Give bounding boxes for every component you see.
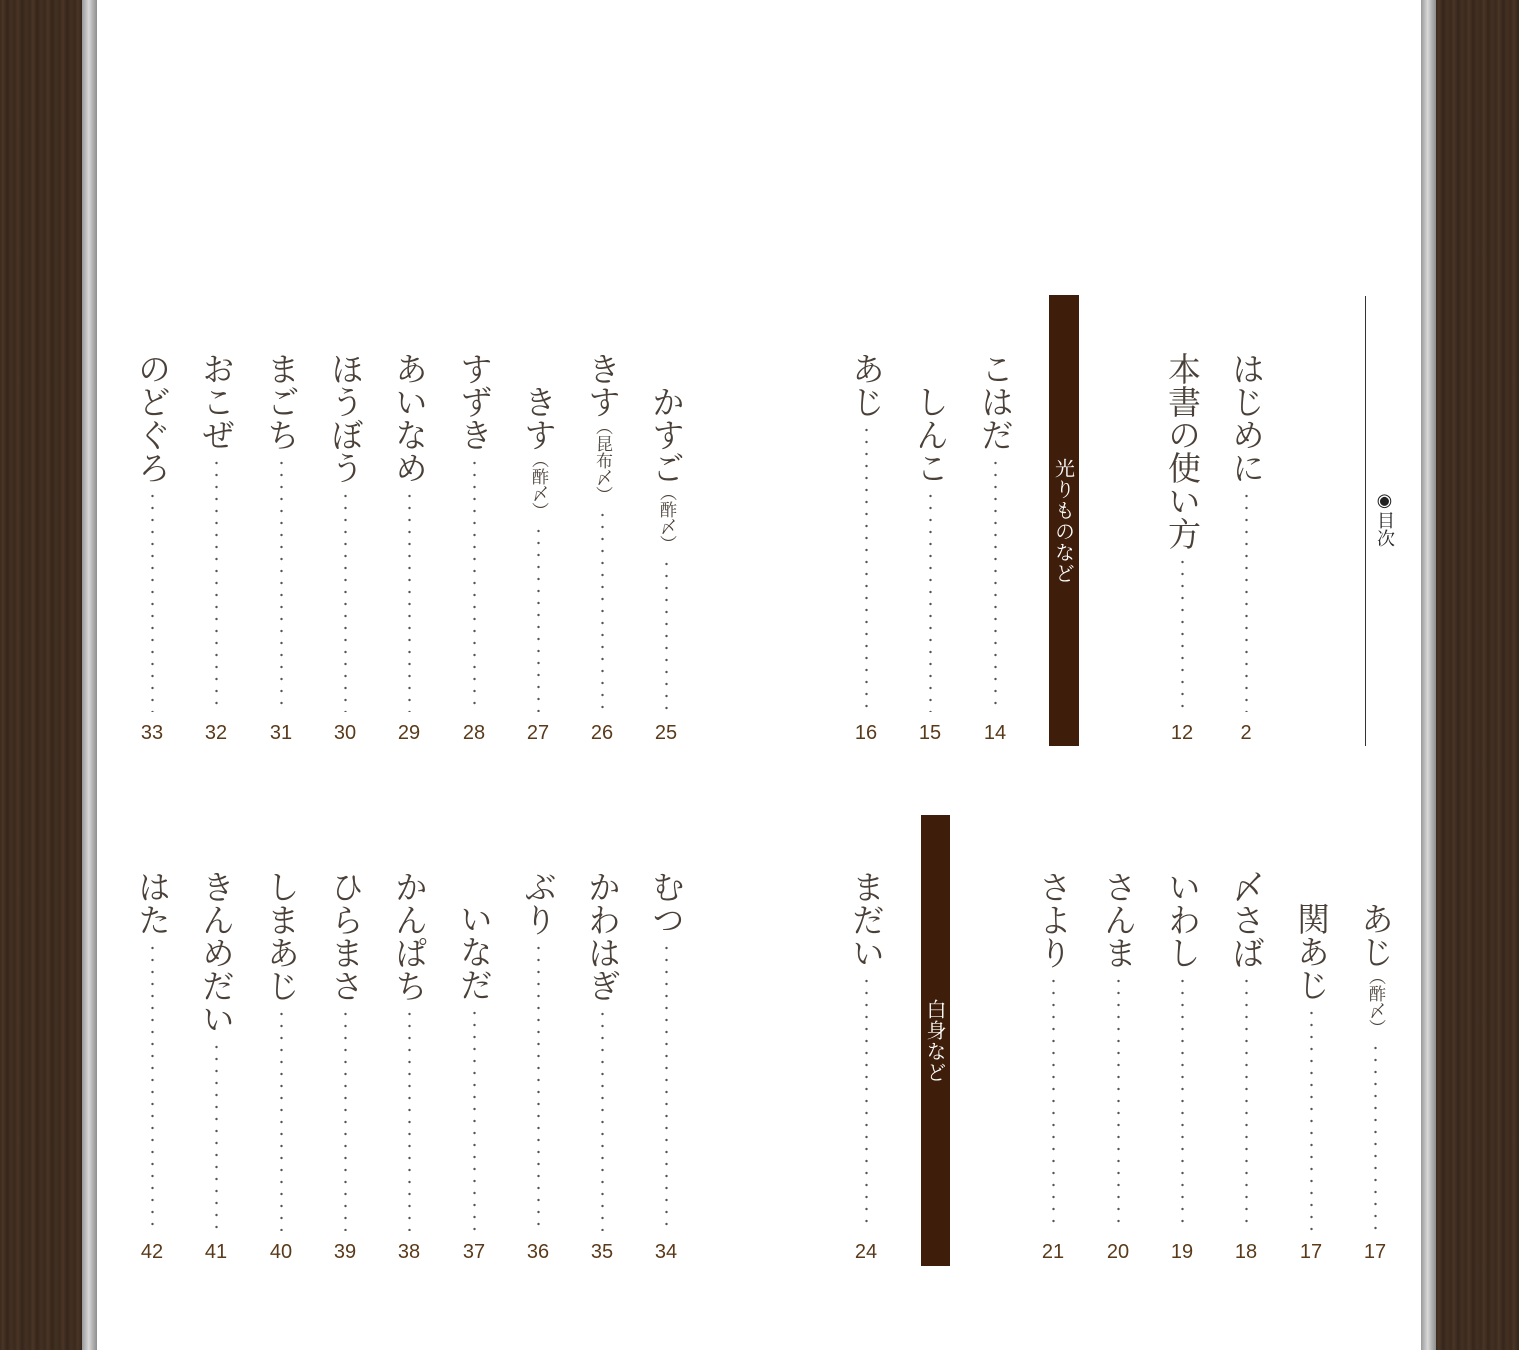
page-number: 42 <box>140 1241 164 1263</box>
page-number: 33 <box>140 722 164 744</box>
page-number: 32 <box>204 722 228 744</box>
entry-title: あじ <box>847 352 886 418</box>
section-label: 白身など <box>923 998 947 1083</box>
entry-title: しんこ <box>911 385 950 484</box>
page-number: 12 <box>1170 722 1194 744</box>
leader-dots <box>1245 975 1248 1231</box>
frame-edge-left <box>82 0 97 1350</box>
toc-heading: ◉目次 <box>1374 490 1395 547</box>
leader-dots <box>280 1008 283 1231</box>
entry-title: かすご（酢〆） <box>647 385 686 552</box>
wood-panel-left <box>0 0 82 1350</box>
entry-title: いわし <box>1163 870 1202 969</box>
leader-dots <box>1181 975 1184 1231</box>
leader-dots <box>344 1008 347 1231</box>
leader-dots <box>1117 975 1120 1231</box>
page-number: 2 <box>1240 722 1252 744</box>
page-number: 29 <box>397 722 421 744</box>
leader-dots <box>408 490 411 712</box>
leader-dots <box>473 1007 476 1231</box>
entry-title: きす（酢〆） <box>519 385 558 519</box>
page-number: 37 <box>462 1241 486 1263</box>
entry-title: かんぱち <box>390 870 429 1002</box>
page-number: 17 <box>1299 1241 1323 1263</box>
toc-page <box>97 0 1421 1350</box>
entry-title: かわはぎ <box>583 870 622 1002</box>
entry-title: ひらまさ <box>326 870 365 1002</box>
entry-title: きんめだい <box>197 870 236 1035</box>
frame-edge-right <box>1421 0 1436 1350</box>
page-number: 19 <box>1170 1241 1194 1263</box>
section-bar-shiromi <box>921 815 950 1266</box>
leader-dots <box>215 457 218 712</box>
page-number: 41 <box>204 1241 228 1263</box>
leader-dots <box>473 457 476 712</box>
page-number: 34 <box>654 1241 678 1263</box>
entry-title: あいなめ <box>390 352 429 484</box>
leader-dots <box>929 490 932 712</box>
leader-dots <box>215 1041 218 1231</box>
entry-title: きす（昆布〆） <box>583 352 622 503</box>
leader-dots <box>1310 1007 1313 1231</box>
page-number: 40 <box>269 1241 293 1263</box>
page-number: 21 <box>1041 1241 1065 1263</box>
leader-dots <box>865 424 868 712</box>
entry-title: 関あじ <box>1292 902 1331 1001</box>
section-label: 光りものなど <box>1051 457 1076 584</box>
entry-title: 本書の使い方 <box>1163 352 1202 550</box>
entry-title: 〆さば <box>1227 870 1266 969</box>
leader-dots <box>601 1008 604 1231</box>
page-number: 25 <box>654 722 678 744</box>
entry-title: しまあじ <box>262 870 301 1002</box>
leader-dots <box>601 509 604 712</box>
entry-title: おこぜ <box>197 352 236 451</box>
page-number: 36 <box>526 1241 550 1263</box>
leader-dots <box>1245 490 1248 712</box>
entry-title: はじめに <box>1227 352 1266 484</box>
leader-dots <box>151 490 154 712</box>
page-number: 15 <box>918 722 942 744</box>
entry-title: のどぐろ <box>133 352 172 484</box>
page-number: 31 <box>269 722 293 744</box>
page-number: 30 <box>333 722 357 744</box>
page-number: 24 <box>854 1241 878 1263</box>
entry-title: こはだ <box>976 352 1015 451</box>
entry-title: まだい <box>847 870 886 969</box>
page-number: 16 <box>854 722 878 744</box>
leader-dots <box>1374 1042 1377 1231</box>
leader-dots <box>1181 556 1184 712</box>
entry-title: さんま <box>1099 870 1138 969</box>
page-number: 35 <box>590 1241 614 1263</box>
leader-dots <box>1052 975 1055 1231</box>
page-number: 38 <box>397 1241 421 1263</box>
entry-title: はた <box>133 870 172 936</box>
page-number: 14 <box>983 722 1007 744</box>
wood-panel-right <box>1436 0 1519 1350</box>
section-bar-hikarimono <box>1049 295 1079 746</box>
page-number: 18 <box>1234 1241 1258 1263</box>
leader-dots <box>408 1008 411 1231</box>
leader-dots <box>665 558 668 712</box>
entry-title: あじ（酢〆） <box>1356 902 1395 1036</box>
page-number: 27 <box>526 722 550 744</box>
page-number: 20 <box>1106 1241 1130 1263</box>
entry-title: いなだ <box>455 902 494 1001</box>
entry-title: ほうぼう <box>326 352 365 484</box>
toc-rule <box>1365 296 1366 746</box>
entry-title: まごち <box>262 352 301 451</box>
leader-dots <box>151 942 154 1231</box>
leader-dots <box>280 457 283 712</box>
leader-dots <box>994 457 997 712</box>
page-number: 26 <box>590 722 614 744</box>
leader-dots <box>344 490 347 712</box>
page-number: 39 <box>333 1241 357 1263</box>
page-number: 28 <box>462 722 486 744</box>
entry-title: むつ <box>647 870 686 936</box>
leader-dots <box>537 942 540 1231</box>
leader-dots <box>865 975 868 1231</box>
leader-dots <box>537 525 540 712</box>
entry-title: さより <box>1034 870 1073 969</box>
entry-title: ぶり <box>519 870 558 936</box>
page-number: 17 <box>1363 1241 1387 1263</box>
entry-title: すずき <box>455 352 494 451</box>
leader-dots <box>665 942 668 1231</box>
